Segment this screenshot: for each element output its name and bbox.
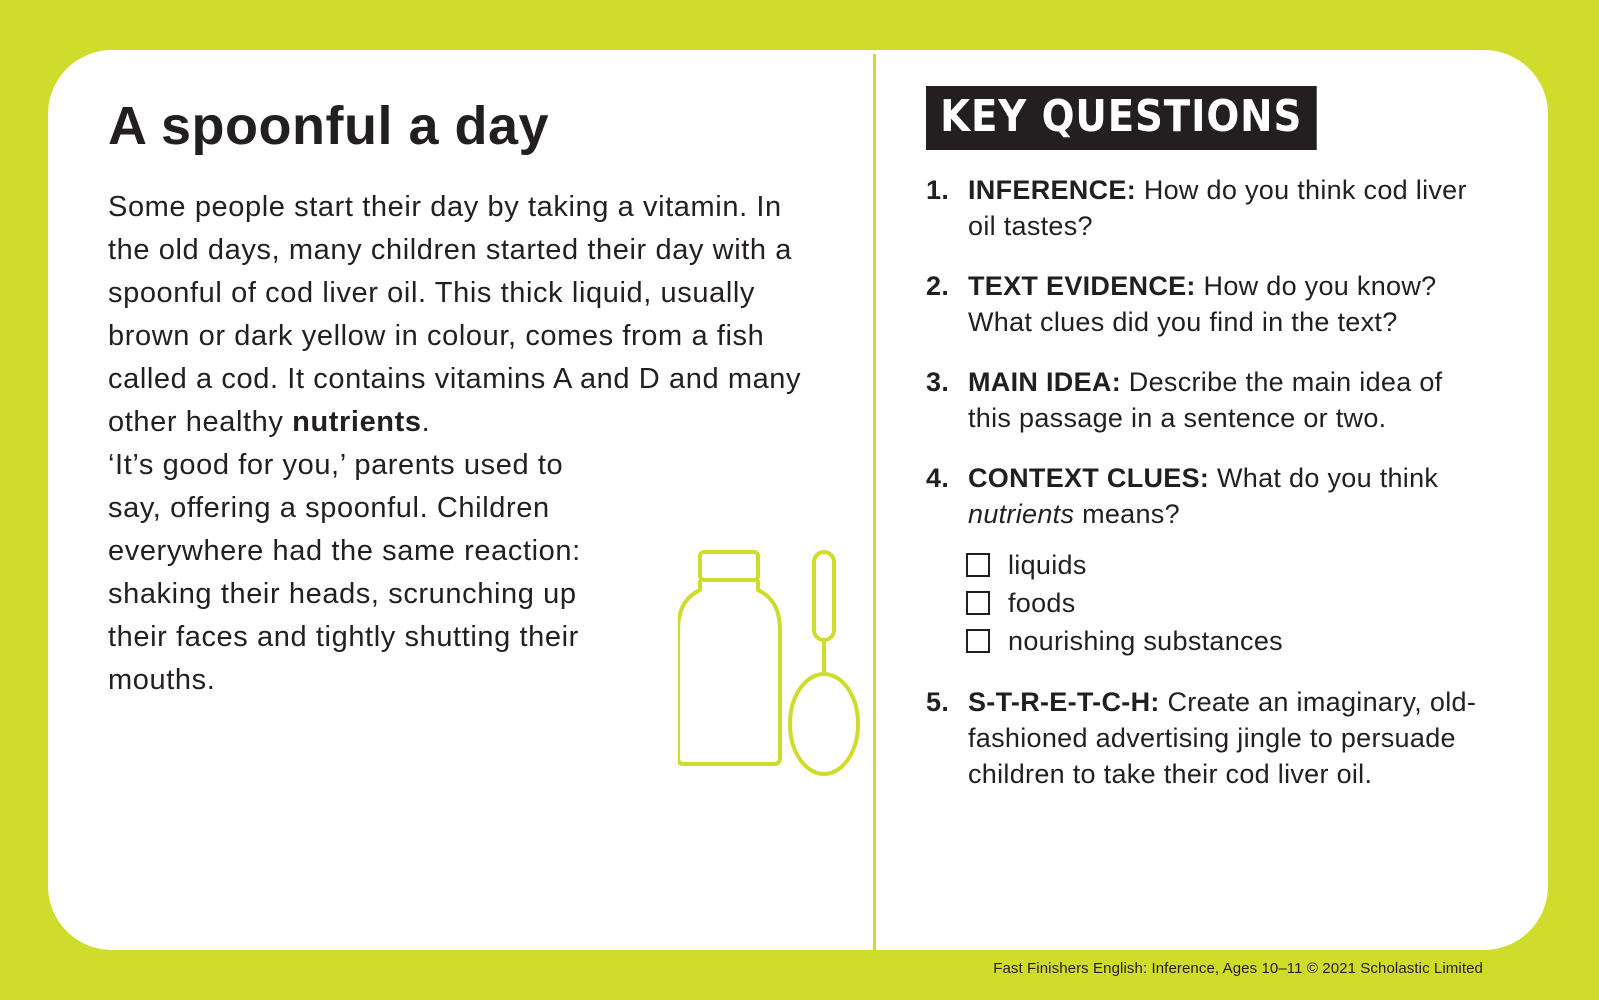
passage-paragraph-1: Some people start their day by taking a vitamin. In the old days, many children started their day with a spoonful of cod liver oil. This thick liquid, usually brown or dark yellow in colour, comes from a fish called a cod. It contains vitamins A and D and many other healthy nutrients. bbox=[108, 191, 802, 438]
question-2: 2. TEXT EVIDENCE: How do you know? What clues did you find in the text? bbox=[926, 271, 1437, 337]
keyword-nutrients: nutrients bbox=[292, 406, 422, 438]
option-foods[interactable]: foods bbox=[966, 584, 1486, 622]
question-5: 5. S-T-R-E-T-C-H: Create an imaginary, old-fashioned advertising jingle to persuade children to take their cod liver oil. bbox=[926, 687, 1477, 789]
passage-column bbox=[108, 90, 828, 702]
question-list bbox=[926, 172, 1486, 792]
questions-column bbox=[926, 86, 1486, 816]
illustration bbox=[678, 548, 878, 778]
checkbox[interactable] bbox=[966, 553, 990, 577]
copyright-footer: Fast Finishers English: Inference, Ages 10–11 © 2021 Scholastic Limited bbox=[993, 960, 1483, 977]
worksheet-card bbox=[48, 50, 1548, 950]
question-4: 4. CONTEXT CLUES: What do you think nutrients means? liquids foods nourishing substances bbox=[926, 460, 1486, 660]
column-divider bbox=[873, 54, 876, 950]
spoon-icon bbox=[790, 552, 858, 774]
passage-paragraph-2: ‘It’s good for you,’ parents used to say, offering a spoonful. Children everywhere had the same reaction: shaking their heads, scrunching up their faces and tightly shutting their mouths. bbox=[108, 449, 581, 696]
answer-options bbox=[968, 546, 1486, 660]
checkbox[interactable] bbox=[966, 629, 990, 653]
passage-title: A spoonful a day bbox=[108, 96, 550, 156]
key-questions-header: KEY QUESTIONS bbox=[926, 86, 1316, 150]
option-nourishing-substances[interactable]: nourishing substances bbox=[966, 622, 1486, 660]
checkbox[interactable] bbox=[966, 591, 990, 615]
question-1: 1. INFERENCE: How do you think cod liver oil tastes? bbox=[926, 175, 1467, 241]
option-liquids[interactable]: liquids bbox=[966, 546, 1486, 584]
bottle-icon bbox=[678, 552, 780, 764]
question-3: 3. MAIN IDEA: Describe the main idea of this passage in a sentence or two. bbox=[926, 367, 1443, 433]
